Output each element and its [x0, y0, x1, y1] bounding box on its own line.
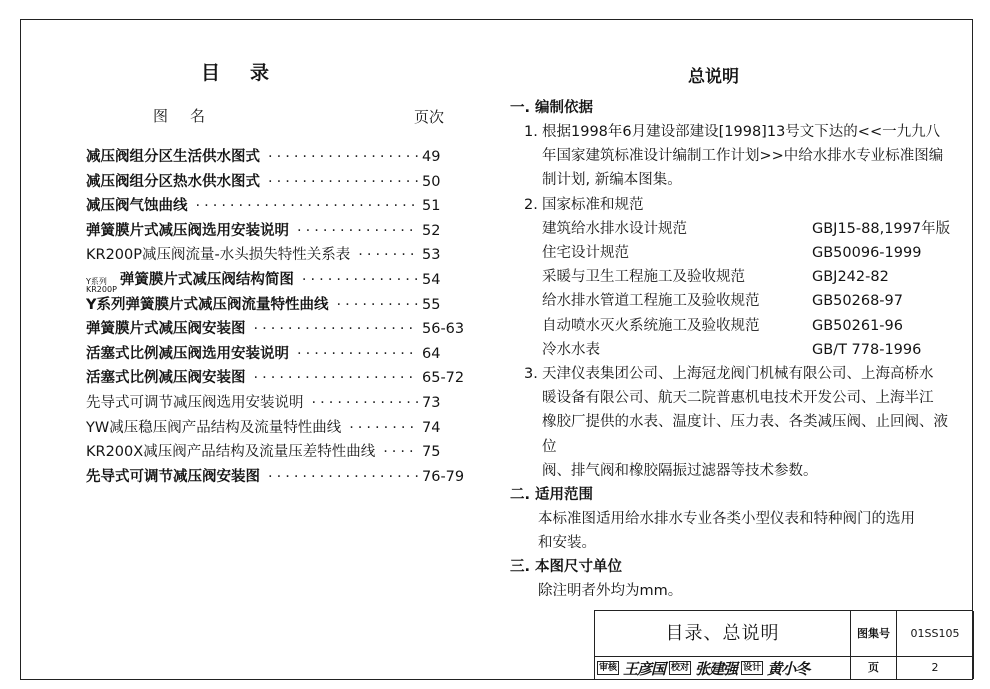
section-heading-basis: 一. 编制依据 — [510, 100, 594, 116]
prefix-bottom: KR200P — [86, 284, 117, 294]
standard-code: GB50268-97 — [812, 293, 903, 310]
toc-item[interactable] — [86, 366, 466, 391]
standard-name: 冷水水表 — [542, 341, 600, 358]
standard-code: GBJ15-88,1997年版 — [812, 220, 951, 237]
paragraph-line: 橡胶厂提供的水表、温度计、压力表、各类减压阀、止回阀、液位 — [542, 414, 948, 455]
toc-item[interactable] — [86, 219, 466, 244]
standard-code: GB50261-96 — [812, 317, 903, 334]
paragraph-1 — [524, 120, 960, 193]
toc-item[interactable] — [86, 416, 466, 441]
paragraph-number: 2. — [524, 196, 538, 213]
toc-item-title: 先导式可调节减压阀安装图 — [86, 468, 260, 485]
paragraph-2 — [524, 193, 960, 217]
paragraph-line: 暖设备有限公司、航天二院普惠机电技术开发公司、上海半江 — [542, 390, 934, 407]
toc-item[interactable] — [86, 170, 466, 195]
section-heading-units: 三. 本图尺寸单位 — [510, 558, 623, 575]
toc-item-title: 活塞式比例减压阀安装图 — [86, 370, 246, 387]
toc-item-page: 54 — [422, 271, 441, 288]
paragraph-3 — [524, 362, 960, 483]
toc-leader-dots — [254, 370, 419, 386]
toc-item[interactable] — [86, 194, 466, 219]
title-block-main: 目录、总说明 — [595, 611, 851, 657]
toc-item-title: 弹簧膜片式减压阀安装图 — [86, 321, 246, 338]
toc-item-title: 减压阀组分区生活供水图式 — [86, 149, 260, 165]
toc-leader-dots — [312, 395, 419, 411]
standard-item — [542, 338, 960, 362]
toc-item[interactable] — [86, 317, 466, 342]
standard-code: GBJ242-82 — [812, 269, 889, 286]
toc-leader-dots — [297, 346, 418, 362]
paragraph-line: 除注明者外均为mm。 — [538, 582, 683, 599]
toc-item[interactable] — [86, 391, 466, 416]
toc-leader-dots — [383, 444, 418, 460]
toc-item[interactable] — [86, 465, 466, 490]
check-label: 校对 — [671, 663, 690, 673]
standard-name: 住宅设计规范 — [542, 245, 629, 261]
standard-item — [542, 241, 960, 265]
toc-leader-dots — [358, 247, 418, 263]
toc-list — [86, 145, 466, 489]
atlas-number-label: 图集号 — [851, 611, 897, 657]
toc-item-page: 55 — [422, 296, 441, 313]
standard-name: 自动喷水灭火系统施工及验收规范 — [542, 317, 760, 334]
prefix-top: Y系列 — [86, 276, 107, 286]
toc-item-page: 49 — [422, 149, 441, 165]
toc-leader-dots — [302, 272, 418, 288]
toc-item-prefix — [86, 278, 117, 294]
paragraph-number: 3. — [524, 365, 538, 382]
toc-item-page: 75 — [422, 444, 441, 461]
paragraph-line: 天津仪表集团公司、上海冠龙阀门机械有限公司、上海高桥水 — [542, 365, 934, 382]
page-number: 2 — [897, 657, 974, 679]
page-label: 页 — [851, 657, 897, 679]
toc-leader-dots — [268, 149, 418, 165]
paragraph-line: 制计划, 新编本图集。 — [542, 172, 682, 189]
standard-code: GB/T 778-1996 — [812, 341, 922, 358]
toc-leader-dots — [297, 223, 418, 239]
toc-item[interactable] — [86, 440, 466, 465]
toc-leader-dots — [268, 469, 418, 485]
toc-leader-dots — [254, 321, 419, 337]
paragraph-line: 年国家建筑标准设计编制工作计划>>中给水排水专业标准图编 — [542, 148, 944, 165]
standard-name: 采暖与卫生工程施工及验收规范 — [542, 269, 745, 286]
toc-item-page: 51 — [422, 198, 441, 215]
toc-leader-dots — [349, 420, 418, 436]
paragraph-line: 本标准图适用给水排水专业各类小型仪表和特种阀门的选用 — [538, 510, 915, 527]
toc-leader-dots — [196, 198, 419, 214]
toc-item[interactable] — [86, 293, 466, 318]
standard-code: GB50096-1999 — [812, 245, 922, 261]
toc-item-title: YW减压稳压阀产品结构及流量特性曲线 — [86, 419, 342, 436]
toc-item-title: KR200X减压阀产品结构及流量压差特性曲线 — [86, 444, 376, 461]
toc-item-page: 64 — [422, 345, 441, 362]
toc-item-page: 50 — [422, 173, 441, 190]
paragraph-line: 根据1998年6月建设部建设[1998]13号文下达的<<一九九八 — [542, 124, 941, 140]
toc-item-title: 弹簧膜片式减压阀选用安装说明 — [86, 222, 289, 239]
standard-name: 给水排水管道工程施工及验收规范 — [542, 293, 760, 310]
design-label: 设计 — [743, 663, 762, 673]
toc-header-name: 图名 — [153, 107, 228, 125]
toc-item-title: KR200P减压阀流量-水头损失特性关系表 — [86, 247, 351, 264]
standard-item — [542, 217, 960, 241]
paragraph-line: 和安装。 — [538, 534, 596, 551]
section-heading-scope: 二. 适用范围 — [510, 486, 594, 503]
atlas-number: 01SS105 — [897, 611, 974, 657]
toc-item-page: 56-63 — [422, 321, 465, 338]
toc-item-title: 弹簧膜片式减压阀结构简图 — [119, 271, 294, 288]
standard-item — [542, 289, 960, 313]
paragraph-line: 国家标准和规范 — [542, 196, 644, 213]
toc-item[interactable] — [86, 243, 466, 268]
toc-item-page: 65-72 — [422, 370, 465, 387]
toc-item-title: 活塞式比例减压阀选用安装说明 — [86, 345, 289, 362]
check-signature: 张建强 — [695, 659, 738, 678]
toc-item[interactable] — [86, 145, 466, 170]
review-label: 审核 — [599, 663, 618, 673]
toc-item-title: 先导式可调节减压阀选用安装说明 — [86, 394, 304, 411]
toc-item-page: 53 — [422, 247, 441, 264]
toc-item-title: Y系列弹簧膜片式减压阀流量特性曲线 — [86, 296, 329, 313]
toc-item-page: 76-79 — [422, 468, 465, 485]
toc-item-page: 52 — [422, 222, 441, 239]
toc-item-title: 减压阀组分区热水供水图式 — [86, 173, 260, 190]
toc-item-page: 73 — [422, 394, 441, 411]
toc-item-title: 减压阀气蚀曲线 — [86, 198, 188, 215]
toc-title: 目录 — [200, 62, 299, 84]
paragraph-number: 1. — [524, 124, 538, 140]
toc-header-page: 页次 — [414, 108, 445, 126]
toc-item-page: 74 — [422, 419, 441, 436]
toc-leader-dots — [268, 174, 418, 190]
toc-item[interactable] — [86, 268, 466, 293]
standard-name: 建筑给水排水设计规范 — [542, 220, 687, 237]
standard-item — [542, 314, 960, 338]
standard-item — [542, 265, 960, 289]
signature-row — [595, 657, 851, 679]
general-notes-title: 总说明 — [688, 67, 739, 87]
general-notes — [510, 96, 960, 603]
review-signature: 王彦国 — [623, 659, 666, 678]
title-block — [594, 610, 973, 680]
units-text — [538, 579, 960, 603]
toc-item[interactable] — [86, 342, 466, 367]
toc-leader-dots — [337, 297, 419, 313]
design-signature: 黄小冬 — [767, 659, 810, 678]
paragraph-line: 阀、排气阀和橡胶隔振过滤器等技术参数。 — [542, 462, 818, 479]
standards-list — [510, 217, 960, 362]
scope-text — [538, 507, 960, 555]
